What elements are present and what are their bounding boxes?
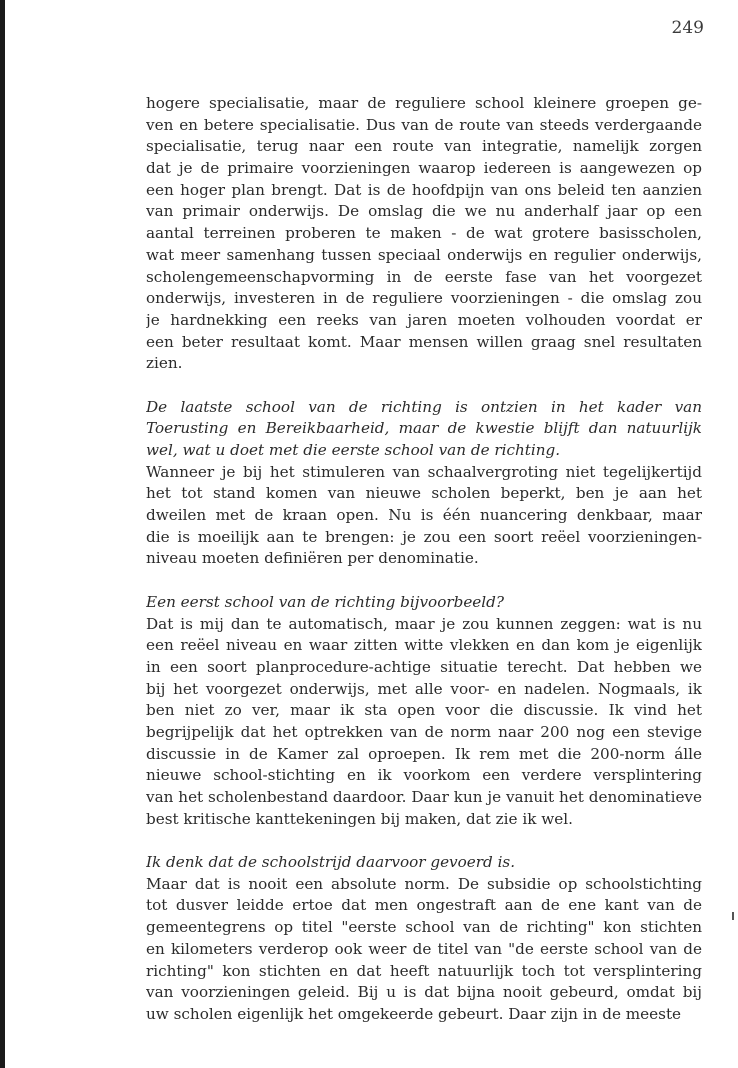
paragraph-gap bbox=[146, 570, 702, 592]
text-line: zien. bbox=[146, 354, 183, 373]
text-line: hogere specialisatie, maar de reguliere school kleinere groepen ge- bbox=[146, 94, 702, 112]
text-line: wat meer samenhang tussen speciaal onderwijs en regulier onderwijs, bbox=[146, 245, 702, 264]
interview-answer bbox=[146, 93, 702, 375]
text-line: een hoger plan brengt. Dat is de hoofdpijn van ons beleid ten aanzien bbox=[146, 180, 702, 199]
text-line: dweilen met de kraan open. Nu is één nuancering denkbaar, maar bbox=[146, 506, 702, 525]
interview-question bbox=[146, 397, 702, 462]
text-line: tot dusver leidde ertoe dat men ongestraft aan de ene kant van de bbox=[146, 896, 702, 915]
text-line: een beter resultaat komt. Maar mensen willen graag snel resultaten bbox=[146, 332, 702, 351]
text-line: Een eerst school van de richting bijvoorbeeld? bbox=[146, 592, 505, 611]
text-line: die is moeilijk aan te brengen: je zou een soort reëel voorzieningen- bbox=[146, 527, 702, 546]
interview-answer bbox=[146, 462, 702, 570]
text-line: niveau moeten definiëren per denominatie. bbox=[146, 549, 479, 568]
text-line: je hardnekking een reeks van jaren moeten volhouden voordat er bbox=[146, 310, 702, 329]
paragraph-gap bbox=[146, 375, 702, 397]
text-line: in een soort planprocedure-achtige situatie terecht. Dat hebben we bbox=[146, 657, 702, 676]
text-line: specialisatie, terug naar een route van integratie, namelijk zorgen bbox=[146, 137, 702, 156]
text-line: onderwijs, investeren in de reguliere voorzieningen - die omslag zou bbox=[146, 289, 702, 308]
text-line: richting" kon stichten en dat heeft natuurlijk toch tot versplintering bbox=[146, 961, 702, 980]
text-line: van voorzieningen geleid. Bij u is dat bijna nooit gebeurd, omdat bij bbox=[146, 983, 702, 1002]
text-line: Dat is mij dan te automatisch, maar je zou kunnen zeggen: wat is nu bbox=[146, 614, 702, 633]
text-line: ben niet zo ver, maar ik sta open voor die discussie. Ik vind het bbox=[146, 701, 702, 720]
page-body-text bbox=[146, 93, 702, 1026]
text-line: uw scholen eigenlijk het omgekeerde gebeurt. Daar zijn in de meeste bbox=[146, 1004, 682, 1023]
text-line: gemeentegrens op titel "eerste school van de richting" kon stichten bbox=[146, 918, 702, 937]
text-line: begrijpelijk dat het optrekken van de norm naar 200 nog een stevige bbox=[146, 722, 702, 741]
text-line: Wanneer je bij het stimuleren van schaalvergroting niet tegelijkertijd bbox=[146, 462, 702, 481]
text-line: van het scholenbestand daardoor. Daar kun je vanuit het denominatieve bbox=[146, 788, 702, 806]
margin-mark bbox=[732, 912, 734, 920]
text-line: scholengemeenschapvorming in de eerste fase van het voorgezet bbox=[146, 267, 702, 286]
interview-answer bbox=[146, 614, 702, 831]
page-number: 249 bbox=[671, 18, 704, 38]
text-line: discussie in de Kamer zal oproepen. Ik rem met die 200-norm álle bbox=[146, 744, 702, 763]
text-line: Ik denk dat de schoolstrijd daarvoor gevoerd is. bbox=[146, 853, 516, 872]
text-line: dat je de primaire voorzieningen waarop iedereen is aangewezen op bbox=[146, 159, 702, 178]
text-line: best kritische kanttekeningen bij maken, dat zie ik wel. bbox=[146, 809, 573, 828]
interview-question bbox=[146, 852, 702, 874]
paragraph-gap bbox=[146, 830, 702, 852]
text-line: Toerusting en Bereikbaarheid, maar de kwestie blijft dan natuurlijk bbox=[146, 419, 702, 438]
text-line: het tot stand komen van nieuwe scholen beperkt, ben je aan het bbox=[146, 484, 702, 503]
text-line: nieuwe school-stichting en ik voorkom een verdere versplintering bbox=[146, 766, 702, 785]
text-line: aantal terreinen proberen te maken - de wat grotere basisscholen, bbox=[146, 224, 702, 243]
text-line: Maar dat is nooit een absolute norm. De subsidie op schoolstichting bbox=[146, 874, 702, 893]
text-line: bij het voorgezet onderwijs, met alle voor- en nadelen. Nogmaals, ik bbox=[146, 679, 702, 698]
text-line: een reëel niveau en waar zitten witte vlekken en dan kom je eigenlijk bbox=[146, 636, 702, 655]
page-left-edge bbox=[0, 0, 5, 1068]
text-line: van primair onderwijs. De omslag die we nu anderhalf jaar op een bbox=[146, 202, 702, 221]
text-line: en kilometers verderop ook weer de titel van "de eerste school van de bbox=[146, 939, 702, 958]
interview-question bbox=[146, 592, 702, 614]
text-line: De laatste school van de richting is ontzien in het kader van bbox=[146, 397, 702, 416]
text-line: ven en betere specialisatie. Dus van de route van steeds verdergaande bbox=[146, 115, 702, 134]
interview-answer bbox=[146, 874, 702, 1026]
text-line: wel, wat u doet met die eerste school van de richting. bbox=[146, 441, 561, 459]
